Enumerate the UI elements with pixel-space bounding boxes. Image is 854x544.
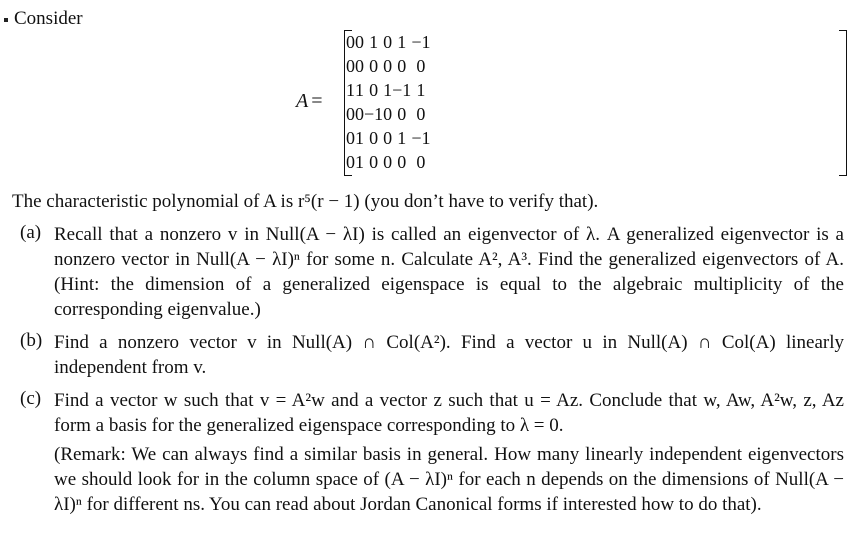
matrix-entry: 0 <box>346 128 355 148</box>
matrix-entry: 0 <box>416 56 426 76</box>
matrix-entry: 1 <box>355 80 364 100</box>
part-b-text: Find a nonzero vector v in Null(A) ∩ Col(A²). Find a vector u in Null(A) ∩ Col(A) linearly independent from v. <box>54 332 844 378</box>
matrix-entry: 0 <box>416 104 426 124</box>
matrix-entry: 0 <box>369 56 379 76</box>
matrix-entry: 0 <box>383 32 393 52</box>
matrix-entry: −1 <box>364 104 384 124</box>
matrix-entry: 1 <box>346 80 355 100</box>
matrix-entry: 0 <box>383 104 393 124</box>
matrix-entry: −1 <box>411 128 431 148</box>
matrix-table <box>346 30 430 174</box>
matrix-name: A <box>296 90 309 112</box>
matrix-entry: 0 <box>369 80 379 100</box>
intro-sentence: The characteristic polynomial of A is r⁵(r − 1) (you don’t have to verify that). <box>12 191 599 212</box>
matrix-entry: 0 <box>383 128 393 148</box>
matrix-entry: 1 <box>383 80 393 100</box>
part-b-body <box>54 330 844 380</box>
matrix-row <box>346 126 430 150</box>
matrix-entry: 0 <box>416 152 426 172</box>
right-bracket <box>839 30 847 176</box>
matrix-entry: 0 <box>383 56 393 76</box>
matrix-entry: 1 <box>355 152 364 172</box>
matrix-entry: 0 <box>397 104 407 124</box>
matrix-entry: 1 <box>355 128 364 148</box>
matrix-entry: 0 <box>355 104 364 124</box>
matrix-entry: 1 <box>397 32 407 52</box>
matrix-entry: 0 <box>346 104 355 124</box>
part-c-text: Find a vector w such that v = A²w and a vector z such that u = Az. Conclude that w, Aw, A²w, z, Az form a basis for the generalized eigenspace corresponding to λ = 0. <box>54 390 844 436</box>
part-a-text: Recall that a nonzero v in Null(A − λI) is called an eigenvector of λ. A generalized eigenvector is a nonzero vector in Null(A − λI)ⁿ for some n. Calculate A², A³. Find the generalized eigenvectors of A. (Hint: the dimension of a generalized eigenspace is equal to the algebraic multiplicity of the corresponding eigenvalue.) <box>54 224 844 320</box>
matrix-label <box>296 90 323 113</box>
matrix-entry: 0 <box>397 152 407 172</box>
matrix-row <box>346 102 430 126</box>
matrix-row <box>346 150 430 174</box>
part-c-remark: (Remark: We can always find a similar basis in general. How many linearly independent eigenvectors we should look for in the column space of (A − λI)ⁿ for each n depends on the dimensions of Null(A − λI)ⁿ for different ns. You can read about Jordan Canonical forms if interested how to do that). <box>54 444 844 515</box>
part-a-label: (a) <box>20 222 42 243</box>
part-c-body <box>54 388 844 517</box>
matrix-row <box>346 78 430 102</box>
matrix-entry: 0 <box>369 128 379 148</box>
matrix-entry: 1 <box>397 128 407 148</box>
matrix-entry: 0 <box>369 152 379 172</box>
matrix-entry: −1 <box>411 32 431 52</box>
matrix-entry: 0 <box>346 32 355 52</box>
matrix-row <box>346 54 430 78</box>
matrix-entry: 0 <box>355 32 364 52</box>
matrix-entry: −1 <box>392 80 412 100</box>
consider-heading <box>4 8 83 30</box>
matrix-row <box>346 30 430 54</box>
matrix-entry: 0 <box>397 56 407 76</box>
equals-sign: = <box>311 90 323 112</box>
part-a-body <box>54 222 844 322</box>
matrix-entry: 0 <box>346 152 355 172</box>
part-c-label: (c) <box>20 388 42 409</box>
matrix-entry: 0 <box>355 56 364 76</box>
bullet-marker <box>4 18 8 22</box>
consider-text: Consider <box>14 8 83 29</box>
matrix-entry: 0 <box>346 56 355 76</box>
matrix-entry: 0 <box>383 152 393 172</box>
part-b-label: (b) <box>20 330 43 351</box>
matrix-entry: 1 <box>416 80 426 100</box>
matrix-entry: 1 <box>369 32 379 52</box>
